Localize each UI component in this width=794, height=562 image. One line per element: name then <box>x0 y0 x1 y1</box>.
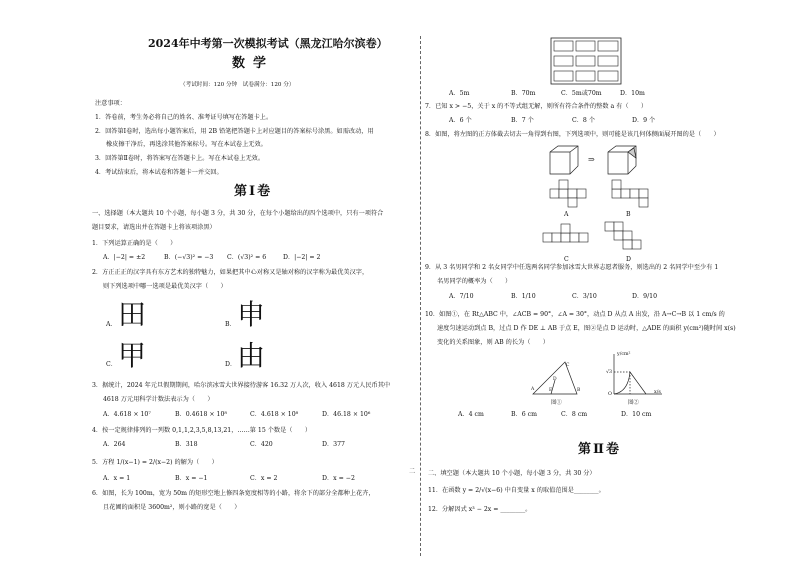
q9-option-c: C．3/10 <box>572 293 597 300</box>
q9-stem: 名男同学的概率为（ ） <box>437 278 512 285</box>
q6-path-figure <box>551 38 621 84</box>
q10-stem: 速度匀速运动到点 B，过点 D 作 DE ⊥ AB 于点 E，图②是点 D 运动时，△ADE 的面积 y(cm²)随时间 x(s) <box>437 325 736 332</box>
q12-stem: 12．分解因式 x³ − 2x = ________。 <box>428 506 532 513</box>
q1-option-b: B．(−√3)² = −3 <box>164 254 214 261</box>
exam-title: 2024年中考第一次模拟考试（黑龙江哈尔滨卷） <box>148 37 388 50</box>
q2-option-d-label: D． <box>225 361 237 368</box>
note-item: 橡皮擦干净后，再选涂其他答案标号。写在本试卷上无效。 <box>106 141 267 148</box>
q4-option-c: C．420 <box>250 441 273 448</box>
q5-option-b: B．x = −1 <box>175 475 208 482</box>
q8-stem: 8．如图，将左图的正方体截去切去一角得到右图，下列选项中，则可能是该几何体侧面展开图的是（ ） <box>425 131 720 138</box>
q3-option-a: A．4.618 × 10⁷ <box>103 411 151 418</box>
q8-net-c <box>543 224 593 252</box>
section-marker: 二 <box>409 468 416 475</box>
q7-option-d: D．9 个 <box>632 117 656 124</box>
column-divider <box>420 36 421 556</box>
svg-text:⇒: ⇒ <box>588 155 595 164</box>
q10-stem: 10．如图①，在 Rt△ABC 中，∠ACB = 90°，∠A = 30°，动点 D 从点 A 出发，沿 A→C→B 以 1 cm/s 的 <box>425 311 725 318</box>
part1-title: 第Ⅰ卷 <box>234 184 273 199</box>
q8-net-a <box>550 180 590 208</box>
q2-option-b-char: 申 <box>237 298 266 331</box>
q10-option-b: B．6 cm <box>511 411 537 418</box>
q5-stem: 5．方程 1/(x−1) = 2/(x−2) 的解为（ ） <box>92 459 218 466</box>
q6-option-b: B．70m <box>511 90 536 97</box>
q2-option-c-char: 甲 <box>118 339 147 372</box>
q4-option-b: B．318 <box>175 441 198 448</box>
q3-stem: 3．据统计，2024 年元旦假期期间，哈尔滨冰雪大世界接待游客 16.32 万人次，收入 4618 万元人民币其中 <box>92 382 391 389</box>
q1-option-c: C．(√3)² = 6 <box>227 254 267 261</box>
q4-option-a: A．264 <box>103 441 126 448</box>
q2-option-a-char: 田 <box>118 298 147 331</box>
q6-option-c: C．5m或70m <box>561 90 602 97</box>
q8-option-b: B <box>626 211 631 218</box>
q3-option-b: B．0.4618 × 10⁸ <box>175 411 227 418</box>
q6-stem: 6．如图，长为 100m，宽为 50m 的矩形空地上修四条宽度相等的小路，将余下的部分全都种上花卉， <box>92 490 375 497</box>
q1-option-a: A．|−2| = ±2 <box>103 254 146 261</box>
svg-text:B: B <box>577 388 581 393</box>
q2-option-c-label: C． <box>106 361 117 368</box>
q6-option-a: A．5m <box>449 90 470 97</box>
q10-fig2-caption: 图② <box>628 400 639 406</box>
q11-stem: 11．在函数 y = 2/√(x−6) 中自变量 x 的取值范围是________。 <box>428 487 605 494</box>
exam-meta: （考试时间：120 分钟 试卷满分：120 分） <box>180 82 295 88</box>
q5-option-d: D．x = −2 <box>322 475 355 482</box>
q3-stem: 4618 万元用科学计数法表示为（ ） <box>103 396 214 403</box>
q4-stem: 4．按一定规律排列的一列数 0,1,1,2,3,5,8,13,21，……第 15 个数是（ ） <box>92 427 312 434</box>
q9-stem: 9．从 3 名男同学和 2 名女同学中任选两名同学参加冰雪大世界志愿者服务，则选出的 2 名同学中至少有 1 <box>425 264 719 271</box>
q2-option-d-char: 由 <box>237 339 266 372</box>
q10-option-a: A．4 cm <box>458 411 484 418</box>
q9-option-d: D．9/10 <box>632 293 658 300</box>
q10-stem: 变化的关系图象，则 AB 的长为（ ） <box>437 339 549 346</box>
q2-stem: 2．方正正正的汉字具有东方艺术的独特魅力，如果把其中心对称又是轴对称的汉字称为最优美汉字， <box>92 269 369 276</box>
part1-intro: 一、选择题（本大题共 10 个小题，每小题 3 分，共 30 分，在每个小题给出的四个选项中，只有一项符合 <box>92 210 384 217</box>
part2-intro: 二、填空题（本大题共 10 个小题，每小题 3 分，共 30 分） <box>428 470 596 477</box>
svg-text:A: A <box>531 387 535 392</box>
q4-option-d: D．377 <box>322 441 345 448</box>
q9-option-a: A．7/10 <box>449 293 474 300</box>
q3-option-c: C．4.618 × 10⁸ <box>250 411 299 418</box>
q10-option-d: D．10 cm <box>621 411 652 418</box>
q10-graph-ylabel: y/cm² <box>617 352 631 357</box>
q6-option-d: D．10m <box>620 90 645 97</box>
svg-text:E: E <box>549 388 553 393</box>
subject-title: 数学 <box>232 56 275 71</box>
part2-title: 第Ⅱ卷 <box>578 442 621 457</box>
note-item: 1．答卷前，考生务必将自己的姓名、准考证号填写在答题卡上。 <box>95 114 273 121</box>
q10-fig1-caption: 图① <box>551 400 562 406</box>
q9-option-b: B．1/10 <box>511 293 536 300</box>
q6-stem: 且花圃的面积是 3600m²，则小路的宽是（ ） <box>103 504 241 511</box>
q10-triangle-figure <box>531 360 581 396</box>
q10-graph-origin: O <box>608 392 612 397</box>
note-item: 3．回答第Ⅱ卷时，将答案写在答题卡上。写在本试卷上无效。 <box>95 155 265 162</box>
q3-option-d: D．46.18 × 10⁶ <box>322 411 371 418</box>
q5-option-a: A．x = 1 <box>103 475 131 482</box>
q2-stem: 则下列选项中哪一选项是最优美汉字（ ） <box>103 283 227 290</box>
note-item: 4．考试结束后，将本试卷和答题卡一并交回。 <box>95 169 223 176</box>
q8-cube-figure <box>548 144 638 176</box>
q1-stem: 1．下列运算正确的是（ ） <box>92 240 177 247</box>
svg-text:C: C <box>566 363 570 368</box>
note-item: 2．回答第Ⅰ卷时，选出每小题答案后，用 2B 铅笔把答题卡上对应题目的答案标号涂黑。如需改动，用 <box>95 128 374 135</box>
svg-text:D: D <box>553 377 557 382</box>
q10-graph-peak: √3 <box>606 370 613 375</box>
q2-option-b-label: B． <box>225 321 236 328</box>
q10-graph-xlabel: x/s <box>654 390 661 395</box>
q8-option-d: D <box>626 256 631 263</box>
q7-option-b: B．7 个 <box>511 117 534 124</box>
q10-option-c: C．8 cm <box>561 411 588 418</box>
q7-stem: 7．已知 x > −5，关于 x 的不等式组无解，则所有符合条件的整数 a 有（ ） <box>425 103 648 110</box>
q2-option-a-label: A． <box>106 321 117 328</box>
q1-option-d: D．|−2| = 2 <box>283 254 321 261</box>
q8-option-a: A <box>564 211 569 218</box>
q8-option-c: C <box>564 256 569 263</box>
part1-intro: 题目要求，请选出并在答题卡上将该项涂黑） <box>92 224 216 231</box>
notes-heading: 注意事项： <box>95 100 126 107</box>
q7-option-c: C．8 个 <box>572 117 596 124</box>
q8-net-b <box>612 180 652 208</box>
q5-option-c: C．x = 2 <box>250 475 278 482</box>
q8-net-d <box>605 222 655 252</box>
q7-option-a: A．6 个 <box>449 117 472 124</box>
